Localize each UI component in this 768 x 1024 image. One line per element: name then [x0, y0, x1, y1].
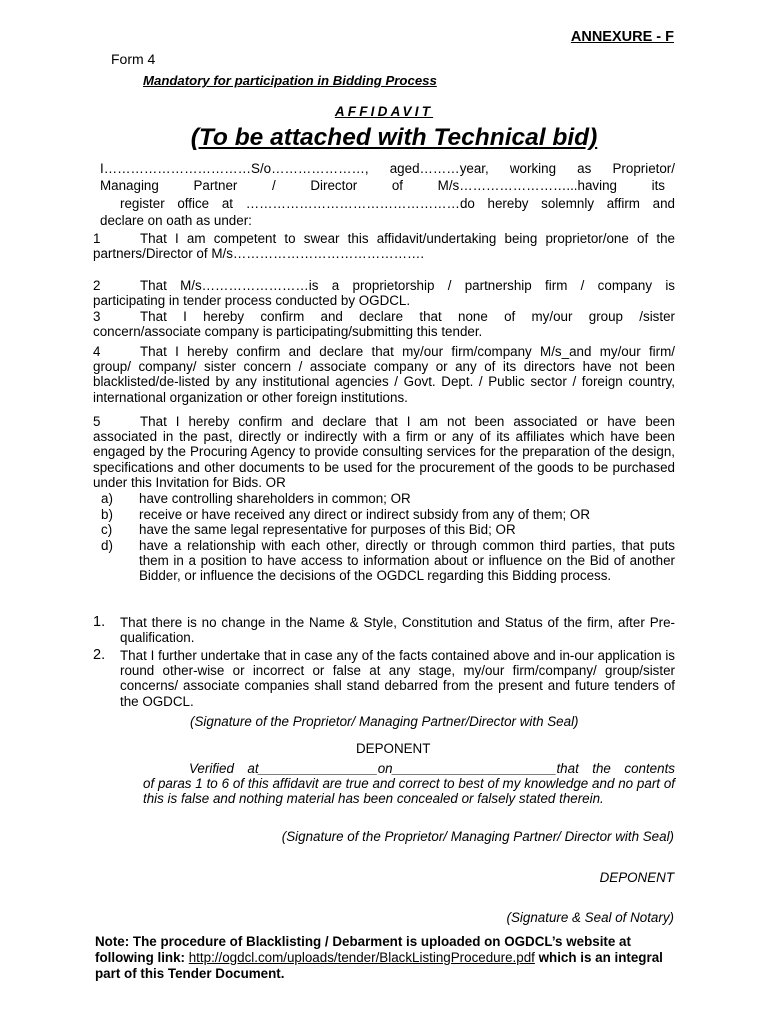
sub-item-label: b) [101, 507, 113, 522]
sub-item-text: have the same legal representative for purposes of this Bid; OR [139, 522, 516, 537]
sub-item-text: have a relationship with each other, directly or through common third parties, that puts them in a position to have access to information about or influence on the Bid of another Bidder, or influence the decisions of the OGDCL regarding this Bidding process. [139, 538, 675, 584]
sub-item-label: c) [101, 522, 113, 537]
blacklisting-note [95, 934, 675, 981]
numbered-item-1 [93, 615, 675, 645]
blacklisting-procedure-link[interactable]: http://ogdcl.com/uploads/tender/BlackListingProcedure.pdf [188, 949, 535, 965]
para-first-line: That I hereby confirm and declare that I am not been associated or have been [140, 414, 675, 429]
para-rest: partners/Director of M/s……………………………………. [93, 246, 425, 262]
numbered-item-2 [93, 648, 675, 709]
para-number: 1 [93, 231, 101, 246]
sub-item-c [101, 522, 675, 537]
numbered-item-label: 2. [93, 647, 106, 663]
notary-signature: (Signature & Seal of Notary) [506, 910, 674, 925]
para-first-line: That M/s……………………is a proprietorship / partnership firm / company is [140, 278, 675, 293]
para-3 [93, 309, 675, 339]
intro-line-2: Managing Partner / Director of M/s……………………...having its [100, 178, 665, 193]
para-rest: concern/associate company is participating/submitting this tender. [93, 324, 483, 340]
sub-item-label: a) [101, 491, 113, 506]
para-4 [93, 344, 675, 405]
signature-line-2: (Signature of the Proprietor/ Managing Partner/ Director with Seal) [281, 829, 674, 844]
sub-item-d [101, 538, 675, 584]
deponent-label-2: DEPONENT [599, 870, 674, 885]
para-first-line: That I hereby confirm and declare that my/our firm/company M/s_and my/our firm/ [140, 344, 675, 359]
intro-line-4: declare on oath as under: [100, 213, 252, 228]
note-text-end: which is an integral part of this Tender Document. [95, 949, 663, 981]
verification-block [143, 761, 675, 807]
page-title: (To be attached with Technical bid) [190, 124, 598, 151]
signature-line-1: (Signature of the Proprietor/ Managing Partner/Director with Seal) [190, 714, 579, 729]
para-rest: group/ company/ sister concern / associate company or any of its directors have not been blacklisted/de-listed by any institutional agencies / Govt. Dept. / Public sector / foreign country, international organization or other foreign institutions. [93, 359, 675, 405]
numbered-item-text: That I further undertake that in case any of the facts contained above and in-our application is round other-wise or incorrect or false at any stage, my/our firm/company/ group/sister concerns/ associate companies shall stand debarred from the present and future tenders of the OGDCL. [120, 648, 675, 709]
para-5 [93, 414, 675, 490]
para-1 [93, 231, 675, 261]
para-number: 3 [93, 309, 101, 324]
intro-line-1: I……………………………S/o…………………, aged………year, working as Proprietor/ [100, 161, 675, 176]
numbered-item-label: 1. [93, 614, 106, 630]
verification-rest: of paras 1 to 6 of this affidavit are true and correct to best of my knowledge and no part of this is false and nothing material has been concealed or falsely stated therein. [143, 776, 675, 807]
para-rest: participating in tender process conducted by OGDCL. [93, 293, 411, 309]
deponent-label-1: DEPONENT [356, 741, 431, 756]
verification-first-line: Verified at________________on______________________that the contents [189, 761, 675, 776]
sub-item-text: receive or have received any direct or indirect subsidy from any of them; OR [139, 507, 591, 522]
affidavit-heading: AFFIDAVIT [334, 104, 434, 119]
para-number: 5 [93, 414, 101, 429]
sub-item-text: have controlling shareholders in common; OR [139, 491, 411, 506]
sub-item-b [101, 507, 675, 522]
para-number: 2 [93, 278, 101, 293]
para-first-line: That I hereby confirm and declare that none of my/our group /sister [140, 309, 675, 324]
sub-item-a [101, 491, 675, 506]
para-number: 4 [93, 344, 101, 359]
annexure-label: ANNEXURE - F [570, 29, 674, 45]
para-first-line: That I am competent to swear this affidavit/undertaking being proprietor/one of the [140, 231, 675, 246]
note-text: Note: The procedure of Blacklisting / Debarment is uploaded on OGDCL’s website at following link: [95, 934, 631, 965]
intro-line-3: register office at …………………………………………do hereby solemnly affirm and [120, 196, 675, 211]
numbered-item-text: That there is no change in the Name & Style, Constitution and Status of the firm, after Pre- qualification. [120, 615, 675, 646]
mandatory-note: Mandatory for participation in Bidding Process [143, 73, 437, 88]
sub-item-label: d) [101, 538, 113, 553]
form-number: Form 4 [111, 51, 156, 67]
para-2 [93, 278, 675, 308]
para-rest: associated in the past, directly or indirectly with a firm or any of its affiliates which have been engaged by the Procuring Agency to provide consulting services for the preparation of the design, specifications and other documents to be used for the procurement of the goods to be purchased under this Invitation for Bids. OR [93, 429, 675, 490]
